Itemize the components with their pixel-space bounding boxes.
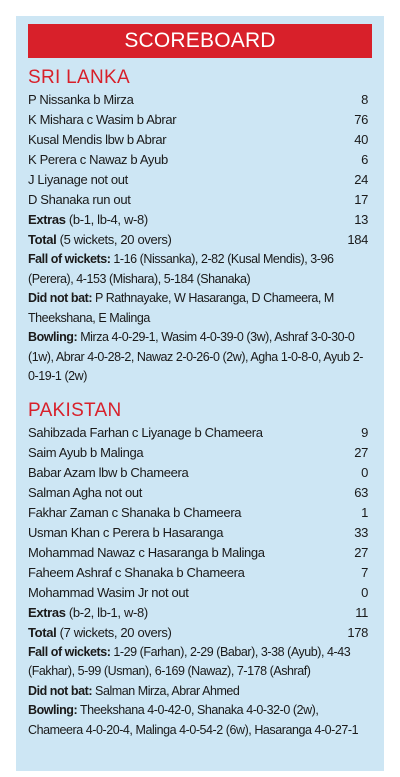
total-value: 184 [347,232,368,247]
batting-row [28,483,372,503]
batter-name: Mohammad Wasim Jr not out [28,584,189,600]
extras-row [28,603,372,623]
batter-runs: 6 [361,152,368,167]
fall-of-wickets-label: Fall of wickets: [28,252,111,266]
did-not-bat-label: Did not bat: [28,683,93,698]
extras-value: 11 [355,604,368,620]
did-not-bat-label: Did not bat: [28,291,93,305]
sri-lanka-innings [28,66,372,387]
batter-name: K Perera c Nawaz b Ayub [28,152,168,167]
pakistan-innings [28,399,372,741]
batter-runs: 27 [354,544,368,560]
batter-runs: 9 [361,424,368,440]
batter-name: Kusal Mendis lbw b Abrar [28,132,167,147]
extras-row [28,210,372,230]
did-not-bat-text: Salman Mirza, Abrar Ahmed [92,683,240,698]
batting-row [28,463,372,483]
total-text [28,230,171,250]
bowling-label: Bowling: [28,703,78,717]
did-not-bat-text: P Rathnayake, W Hasaranga, D Chameera, M Theekshana, E Malinga [28,291,334,325]
batting-row [28,130,372,150]
scoreboard-card [16,16,384,771]
extras-value: 13 [354,212,368,227]
batter-name: Mohammad Nawaz c Hasaranga b Malinga [28,544,265,560]
did-not-bat [28,682,372,702]
batting-row [28,503,372,523]
total-row [28,623,372,643]
batter-runs: 33 [354,524,368,540]
bowling-label: Bowling: [28,330,78,344]
batting-row [28,190,372,210]
batter-name: Saim Ayub b Malinga [28,444,144,460]
fall-of-wickets-text: 1-29 (Farhan), 2-29 (Babar), 3-38 (Ayub), 4-43 (Fakhar), 5-99 (Usman), 6-169 (Nawaz), 7-178 (Ashraf) [28,644,351,678]
total-label: Total [28,232,57,247]
batting-row [28,423,372,443]
batter-runs: 7 [361,564,368,580]
batter-name: Babar Azam lbw b Chameera [28,464,189,480]
bowling-text: Mirza 4-0-29-1, Wasim 4-0-39-0 (3w), Ashraf 3-0-30-0 (1w), Abrar 4-0-28-2, Nawaz 2-0-26-0 (2w), Agha 1-0-8-0, Ayub 2-0-19-1 (2w) [28,330,364,383]
batter-runs: 1 [361,504,368,520]
team-name-sri-lanka: SRI LANKA [28,67,130,88]
batter-runs: 17 [354,192,368,207]
batting-row [28,583,372,603]
did-not-bat [28,289,372,328]
fall-of-wickets-text: 1-16 (Nissanka), 2-82 (Kusal Mendis), 3-96 (Perera), 4-153 (Mishara), 5-184 (Shanaka) [28,252,334,286]
batter-name: Usman Khan c Perera b Hasaranga [28,524,224,540]
fall-of-wickets [28,643,372,682]
batter-name: D Shanaka run out [28,192,131,207]
batting-row [28,563,372,583]
total-detail: (5 wickets, 20 overs) [56,232,172,247]
batter-name: P Nissanka b Mirza [28,92,134,107]
batter-runs: 8 [361,92,368,107]
bowling [28,701,372,740]
batter-runs: 40 [354,132,368,147]
batting-row [28,523,372,543]
batter-name: Fakhar Zaman c Shanaka b Chameera [28,504,242,520]
extras-text [28,603,148,623]
scoreboard-title: SCOREBOARD [28,24,372,58]
extras-text [28,210,148,230]
total-value: 178 [347,624,368,640]
extras-detail: (b-1, lb-4, w-8) [65,212,148,227]
total-row [28,230,372,250]
fall-of-wickets [28,250,372,289]
fall-of-wickets-label: Fall of wickets: [28,644,111,659]
bowling [28,328,372,387]
batting-row [28,443,372,463]
batter-name: K Mishara c Wasim b Abrar [28,112,177,127]
batting-row [28,170,372,190]
batter-name: J Liyanage not out [28,172,128,187]
batter-name: Sahibzada Farhan c Liyanage b Chameera [28,424,263,440]
batting-row [28,150,372,170]
batter-runs: 76 [354,112,368,127]
batting-row [28,90,372,110]
batter-name: Faheem Ashraf c Shanaka b Chameera [28,564,245,580]
bowling-text: Theekshana 4-0-42-0, Shanaka 4-0-32-0 (2w), Chameera 4-0-20-4, Malinga 4-0-54-2 (6w), Hasaranga 4-0-27-1 [28,703,359,737]
team-name-pakistan: PAKISTAN [28,399,122,421]
batter-name: Salman Agha not out [28,484,143,500]
batter-runs: 63 [354,484,368,500]
extras-detail: (b-2, lb-1, w-8) [65,604,148,620]
batter-runs: 24 [354,172,368,187]
extras-label: Extras [28,604,66,620]
total-label: Total [28,624,57,640]
batting-row [28,110,372,130]
batter-runs: 27 [354,444,368,460]
batter-runs: 0 [361,584,368,600]
total-text [28,623,171,643]
extras-label: Extras [28,212,66,227]
batting-row [28,543,372,563]
batter-runs: 0 [361,464,368,480]
total-detail: (7 wickets, 20 overs) [56,624,172,640]
